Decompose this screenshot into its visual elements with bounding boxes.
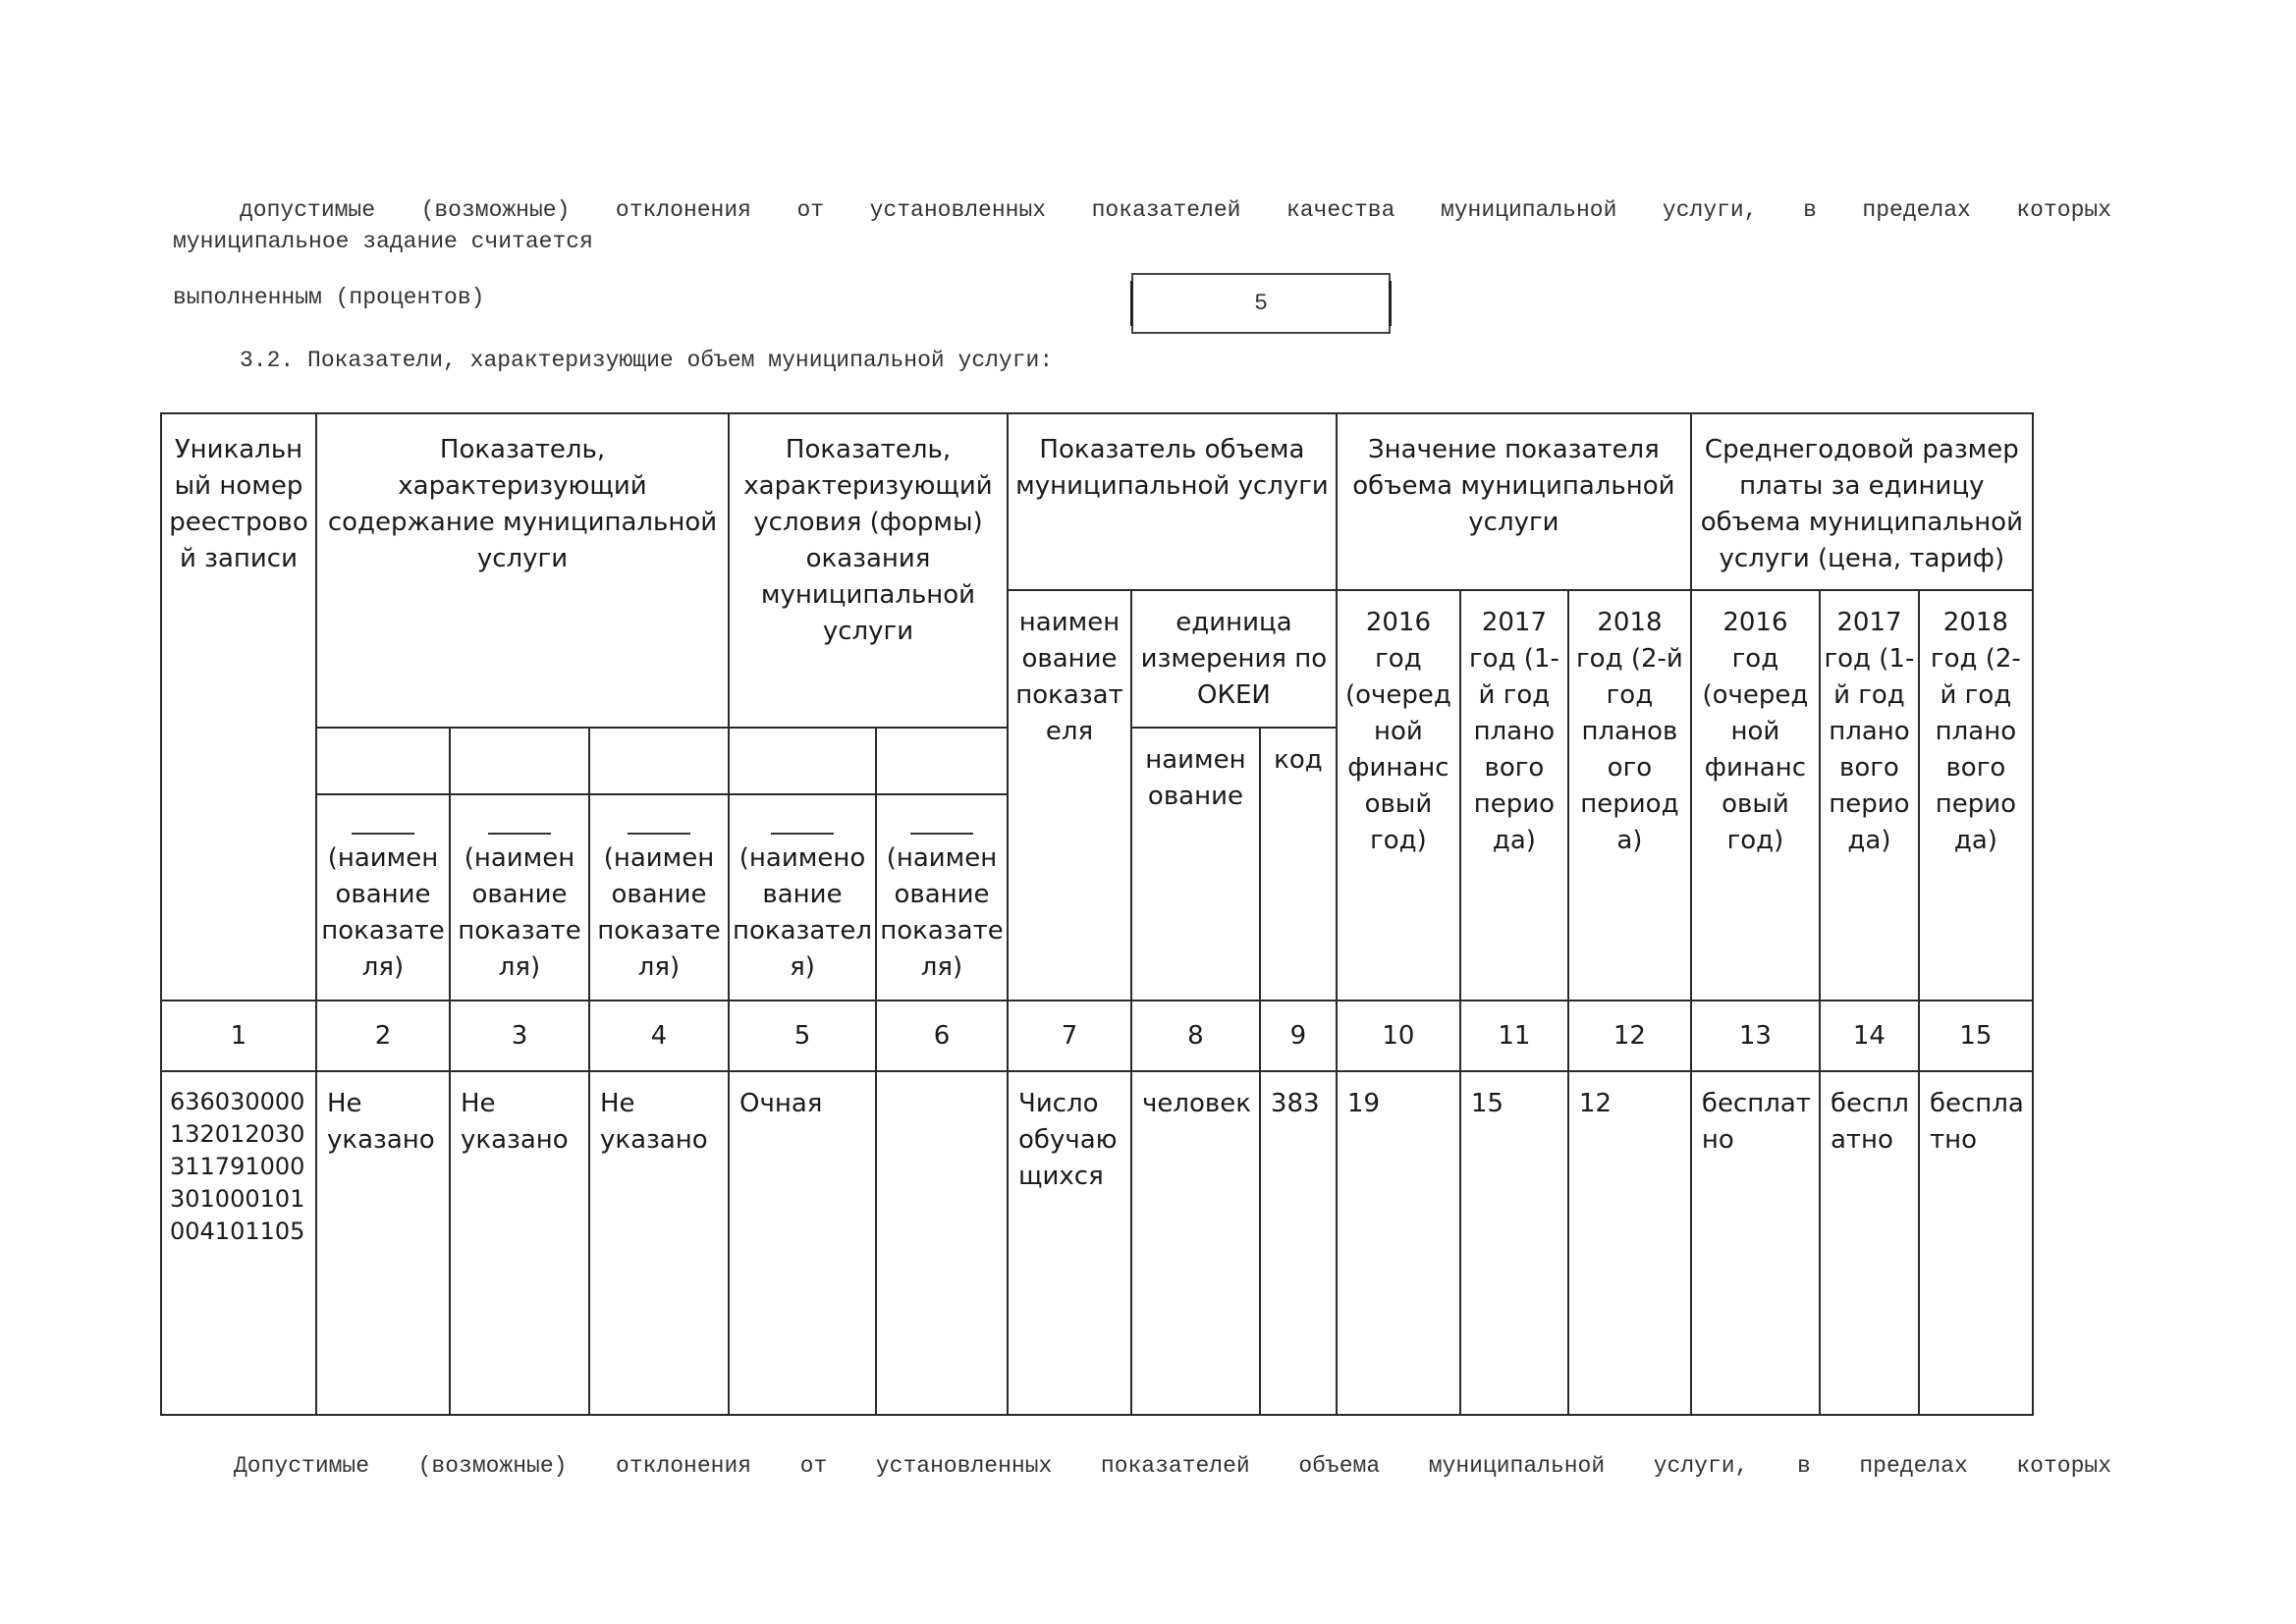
cell-indicator-name: Число обучаю щихся bbox=[1008, 1071, 1131, 1415]
cell-condition-1: Очная bbox=[729, 1071, 876, 1415]
column-number: 4 bbox=[589, 1001, 729, 1071]
blank-line bbox=[910, 833, 973, 835]
column-number: 11 bbox=[1460, 1001, 1568, 1071]
header-okei-unit: единица измерения по ОКЕИ bbox=[1131, 590, 1337, 728]
subheader-col-2 bbox=[316, 794, 450, 1001]
subheader-label: (наимен ование показате ля) bbox=[597, 843, 721, 982]
header-value-2017: 2017 год (1- й год плано вого перио да) bbox=[1460, 590, 1568, 1001]
cell-condition-2 bbox=[876, 1071, 1008, 1415]
header-indicator-name: наимен ование показат еля bbox=[1008, 590, 1131, 1001]
blank-line bbox=[628, 833, 690, 835]
header-unit-name: наимен ование bbox=[1131, 728, 1260, 1001]
percent-value: 5 bbox=[1254, 291, 1268, 316]
cell-value-2017: 15 bbox=[1460, 1071, 1568, 1415]
subheader-col-4 bbox=[589, 794, 729, 1001]
subheader-label: (наимено вание показател я) bbox=[732, 843, 873, 982]
cell-content-1: Не указано bbox=[316, 1071, 450, 1415]
header-volume-indicator: Показатель объема муниципальной услуги bbox=[1008, 413, 1337, 590]
percent-label: выполненным (процентов) bbox=[173, 285, 485, 310]
header-content-indicator: Показатель, характеризующий содержание муниципальной услуги bbox=[316, 413, 729, 728]
header-volume-value: Значение показателя объема муниципальной услуги bbox=[1337, 413, 1691, 590]
column-number: 12 bbox=[1568, 1001, 1691, 1071]
section-title: 3.2. Показатели, характеризующие объем муниципальной услуги: bbox=[240, 348, 1054, 373]
quality-deviation-line-1: допустимые (возможные) отклонения от установленных показателей качества муниципальной услуги, в пределах которых bbox=[240, 197, 2111, 223]
blank-cell bbox=[450, 728, 589, 794]
quality-deviation-line-2: муниципальное задание считается bbox=[173, 229, 593, 254]
cell-unit-name: человек bbox=[1131, 1071, 1260, 1415]
subheader-label: (наимен ование показате ля) bbox=[321, 843, 445, 982]
header-condition-indicator: Показатель, характеризующий условия (формы) оказания муниципальной услуги bbox=[729, 413, 1008, 728]
blank-cell bbox=[589, 728, 729, 794]
table-row bbox=[161, 1071, 2033, 1415]
header-fee-2018: 2018 год (2- й год плано вого перио да) bbox=[1919, 590, 2033, 1001]
cell-content-2: Не указано bbox=[450, 1071, 589, 1415]
column-number: 13 bbox=[1691, 1001, 1820, 1071]
cell-fee-2016: бесплат но bbox=[1691, 1071, 1820, 1415]
column-number: 3 bbox=[450, 1001, 589, 1071]
header-value-2018: 2018 год (2-й год планов ого период а) bbox=[1568, 590, 1691, 1001]
column-number: 15 bbox=[1919, 1001, 2033, 1071]
header-average-fee: Среднегодовой размер платы за единицу объема муниципальной услуги (цена, тариф) bbox=[1691, 413, 2033, 590]
blank-line bbox=[771, 833, 834, 835]
subheader-label: (наимен ование показате ля) bbox=[880, 843, 1004, 982]
header-fee-2016: 2016 год (очеред ной финанс овый год) bbox=[1691, 590, 1820, 1001]
blank-cell bbox=[729, 728, 876, 794]
column-number: 10 bbox=[1337, 1001, 1460, 1071]
cell-fee-2017: беспл атно bbox=[1820, 1071, 1919, 1415]
header-fee-2017: 2017 год (1- й год плано вого перио да) bbox=[1820, 590, 1919, 1001]
subheader-label: (наимен ование показате ля) bbox=[458, 843, 581, 982]
blank-cell bbox=[876, 728, 1008, 794]
cell-registry-number: 636030000 132012030 311791000 301000101 004101105 bbox=[161, 1071, 316, 1415]
cell-value-2016: 19 bbox=[1337, 1071, 1460, 1415]
header-unit-code: код bbox=[1260, 728, 1337, 1001]
column-number: 7 bbox=[1008, 1001, 1131, 1071]
volume-deviation-paragraph: Допустимые (возможные) отклонения от установленных показателей объема муниципальной услуги, в пределах которых bbox=[234, 1453, 2111, 1479]
cell-fee-2018: беспла тно bbox=[1919, 1071, 2033, 1415]
cell-value-2018: 12 bbox=[1568, 1071, 1691, 1415]
column-number: 2 bbox=[316, 1001, 450, 1071]
subheader-col-6 bbox=[876, 794, 1008, 1001]
percent-value-box bbox=[1131, 273, 1391, 334]
header-value-2016: 2016 год (очеред ной финанс овый год) bbox=[1337, 590, 1460, 1001]
cell-unit-code: 383 bbox=[1260, 1071, 1337, 1415]
header-registry-number: Уникальн ый номер реестрово й записи bbox=[161, 413, 316, 1001]
column-number: 14 bbox=[1820, 1001, 1919, 1071]
blank-cell bbox=[316, 728, 450, 794]
quality-deviation-paragraph bbox=[173, 194, 2111, 257]
subheader-col-3 bbox=[450, 794, 589, 1001]
column-number: 9 bbox=[1260, 1001, 1337, 1071]
column-number-row bbox=[161, 1001, 2033, 1071]
column-number: 6 bbox=[876, 1001, 1008, 1071]
volume-indicators-table bbox=[160, 412, 2034, 1416]
cell-content-3: Не указано bbox=[589, 1071, 729, 1415]
column-number: 8 bbox=[1131, 1001, 1260, 1071]
column-number: 1 bbox=[161, 1001, 316, 1071]
subheader-col-5 bbox=[729, 794, 876, 1001]
blank-line bbox=[352, 833, 414, 835]
blank-line bbox=[488, 833, 551, 835]
column-number: 5 bbox=[729, 1001, 876, 1071]
